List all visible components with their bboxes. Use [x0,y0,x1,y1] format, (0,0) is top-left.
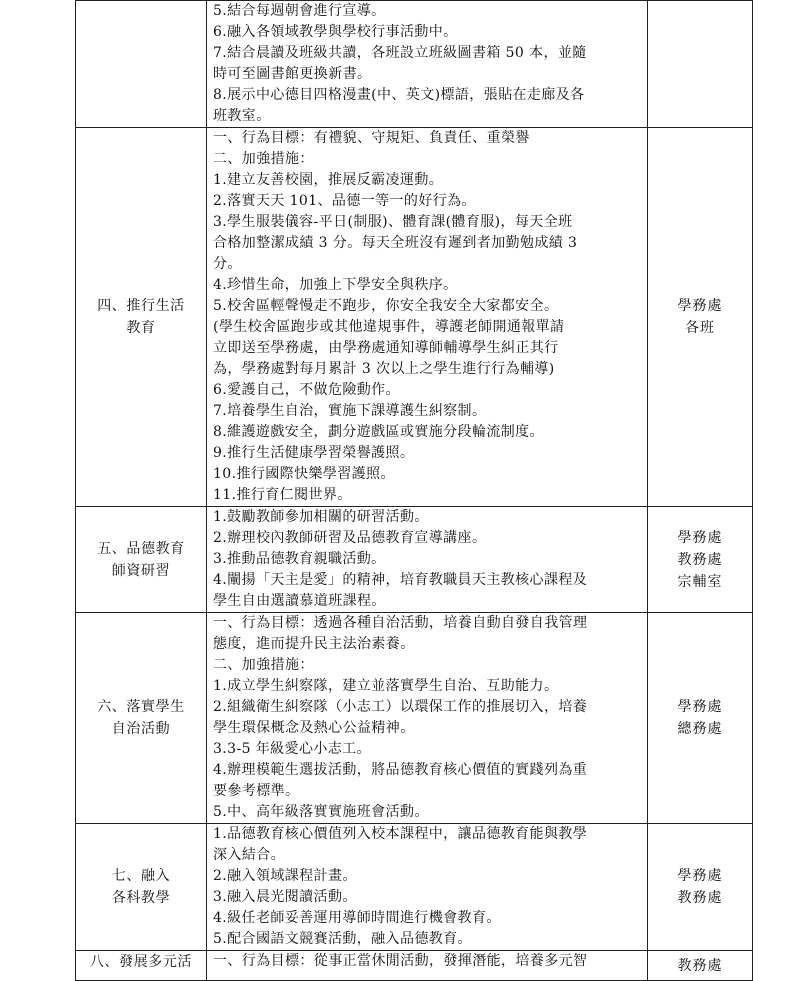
content-line: 1.建立友善校園，推展反霸凌運動。 [213,172,444,188]
plan-table [75,0,753,981]
content-line: 6.融入各領域教學與學校行事活動中。 [213,24,458,40]
content-line: 二、加強措施： [213,151,314,167]
responsible-unit: 教務處 [677,958,723,974]
content-line: 2.融入領域課程計畫。 [213,868,357,884]
table-row [76,1,753,128]
content-line: 3.推動品德教育親職活動。 [213,551,386,567]
item-label: 六、落實學生 自治活動 [97,699,185,737]
table-row [76,613,753,824]
item-label: 五、品德教育 師資研習 [97,540,185,579]
content-line: 2.組織衛生糾察隊（小志工）以環保工作的推展切入，培養 [213,699,588,715]
content-line: 立即送至學務處，由學務處通知導師輔導學生糾正其行 [213,340,559,356]
unit-cell [648,824,753,951]
content-line: 4.辦理模範生選拔活動，將品德教育核心價值的實踐列為重 [213,762,588,778]
content-line: 4.闡揚「天主是愛」的精神，培育教職員天主教核心課程及 [213,572,588,588]
content-line: 二、加強措施： [213,657,314,673]
content-line: 一、行為目標：有禮貌、守規矩、負責任、重榮譽 [213,130,530,146]
content-line: 學生自由選讀慕道班課程。 [213,593,386,609]
table-row [76,951,753,981]
content-line: 5.中、高年級落實實施班會活動。 [213,804,429,820]
content-line: 5.配合國語文競賽活動，融入品德教育。 [213,931,472,947]
content-line: 8.展示中心德目四格漫畫(中、英文)標語，張貼在走廊及各 [213,87,585,103]
responsible-unit: 學務處 [677,868,723,884]
responsible-unit: 教務處 [677,890,723,906]
content-line: 1.鼓勵教師參加相關的研習活動。 [213,509,429,525]
content-cell [207,1,648,128]
table-row [76,824,753,951]
content-line: 7.培養學生自治，實施下課導護生糾察制。 [213,403,487,419]
content-line: 分。 [213,256,242,272]
responsible-unit: 總務處 [677,721,723,737]
responsible-unit: 教務處 [677,551,723,568]
content-line: 2.落實天天 101、品德一等一的好行為。 [213,193,476,209]
content-line: 合格加整潔成績 3 分。每天全班沒有遲到者加勤勉成績 3 [213,235,578,251]
item-cell [76,824,207,951]
content-line: 6.愛護自己，不做危險動作。 [213,382,400,398]
item-cell [76,613,207,824]
responsible-unit: 學務處 [677,529,723,546]
unit-cell [648,507,753,613]
content-cell [207,613,648,824]
content-line: 4.珍惜生命，加強上下學安全與秩序。 [213,277,458,293]
content-line: 8.維護遊戲安全，劃分遊戲區或實施分段輪流制度。 [213,424,544,440]
content-line: 要參考標準。 [213,783,300,799]
content-line: 3.學生服裝儀容-平日(制服)、體育課(體育服)，每天全班 [213,214,573,230]
plan-table-page [75,0,739,974]
unit-cell [648,951,753,981]
content-line: 一、行為目標：透過各種自治活動，培養自動自發自我管理 [213,615,588,631]
content-line: 一、行為目標：從事正當休閒活動，發揮潛能，培養多元智 [213,953,588,969]
unit-cell [648,613,753,824]
content-cell [207,507,648,613]
responsible-unit: 各班 [685,320,715,336]
content-line: 11.推行育仁閱世界。 [213,487,352,503]
content-line: 9.推行生活健康學習榮譽護照。 [213,445,415,461]
content-line: 7.結合晨讀及班級共讀，各班設立班級圖書箱 50 本，並隨 [213,45,587,61]
content-line: 學生環保概念及熱心公益精神。 [213,720,415,736]
responsible-unit: 學務處 [677,298,723,314]
content-cell [207,951,648,981]
unit-cell [648,1,753,128]
content-line: 1.品德教育核心價值列入校本課程中，讓品德教育能與教學 [213,826,588,842]
responsible-unit: 學務處 [677,699,723,715]
unit-cell [648,128,753,507]
item-label: 四、推行生活 教育 [97,298,185,336]
item-label: 八、發展多元活 [89,954,193,970]
content-line: 3.3-5 年級愛心小志工。 [213,741,371,757]
content-line: 1.成立學生糾察隊，建立並落實學生自治、互助能力。 [213,678,559,694]
content-line: 5.結合每週朝會進行宣導。 [213,3,386,19]
content-line: (學生校舍區跑步或其他違規事件，導護老師開通報單請 [213,319,565,335]
content-cell [207,128,648,507]
content-line: 5.校舍區輕聲慢走不跑步，你安全我安全大家都安全。 [213,298,559,314]
item-cell [76,128,207,507]
content-line: 深入結合。 [213,847,285,863]
content-line: 態度，進而提升民主法治素養。 [213,636,415,652]
content-line: 為，學務處對每月累計 3 次以上之學生進行行為輔導) [213,361,555,377]
item-label: 七、融入 各科教學 [111,868,171,906]
content-line: 2.辦理校內教師研習及品德教育宣導講座。 [213,530,487,546]
item-cell [76,951,207,981]
content-line: 4.級任老師妥善運用導師時間進行機會教育。 [213,910,501,926]
content-line: 班教室。 [213,108,271,124]
responsible-unit: 宗輔室 [677,573,723,590]
item-cell [76,507,207,613]
table-row [76,128,753,507]
content-line: 10.推行國際快樂學習護照。 [213,466,395,482]
item-cell [76,1,207,128]
content-cell [207,824,648,951]
content-line: 3.融入晨光閱讀活動。 [213,889,357,905]
table-row [76,507,753,613]
content-line: 時可至圖書館更換新書。 [213,66,372,82]
